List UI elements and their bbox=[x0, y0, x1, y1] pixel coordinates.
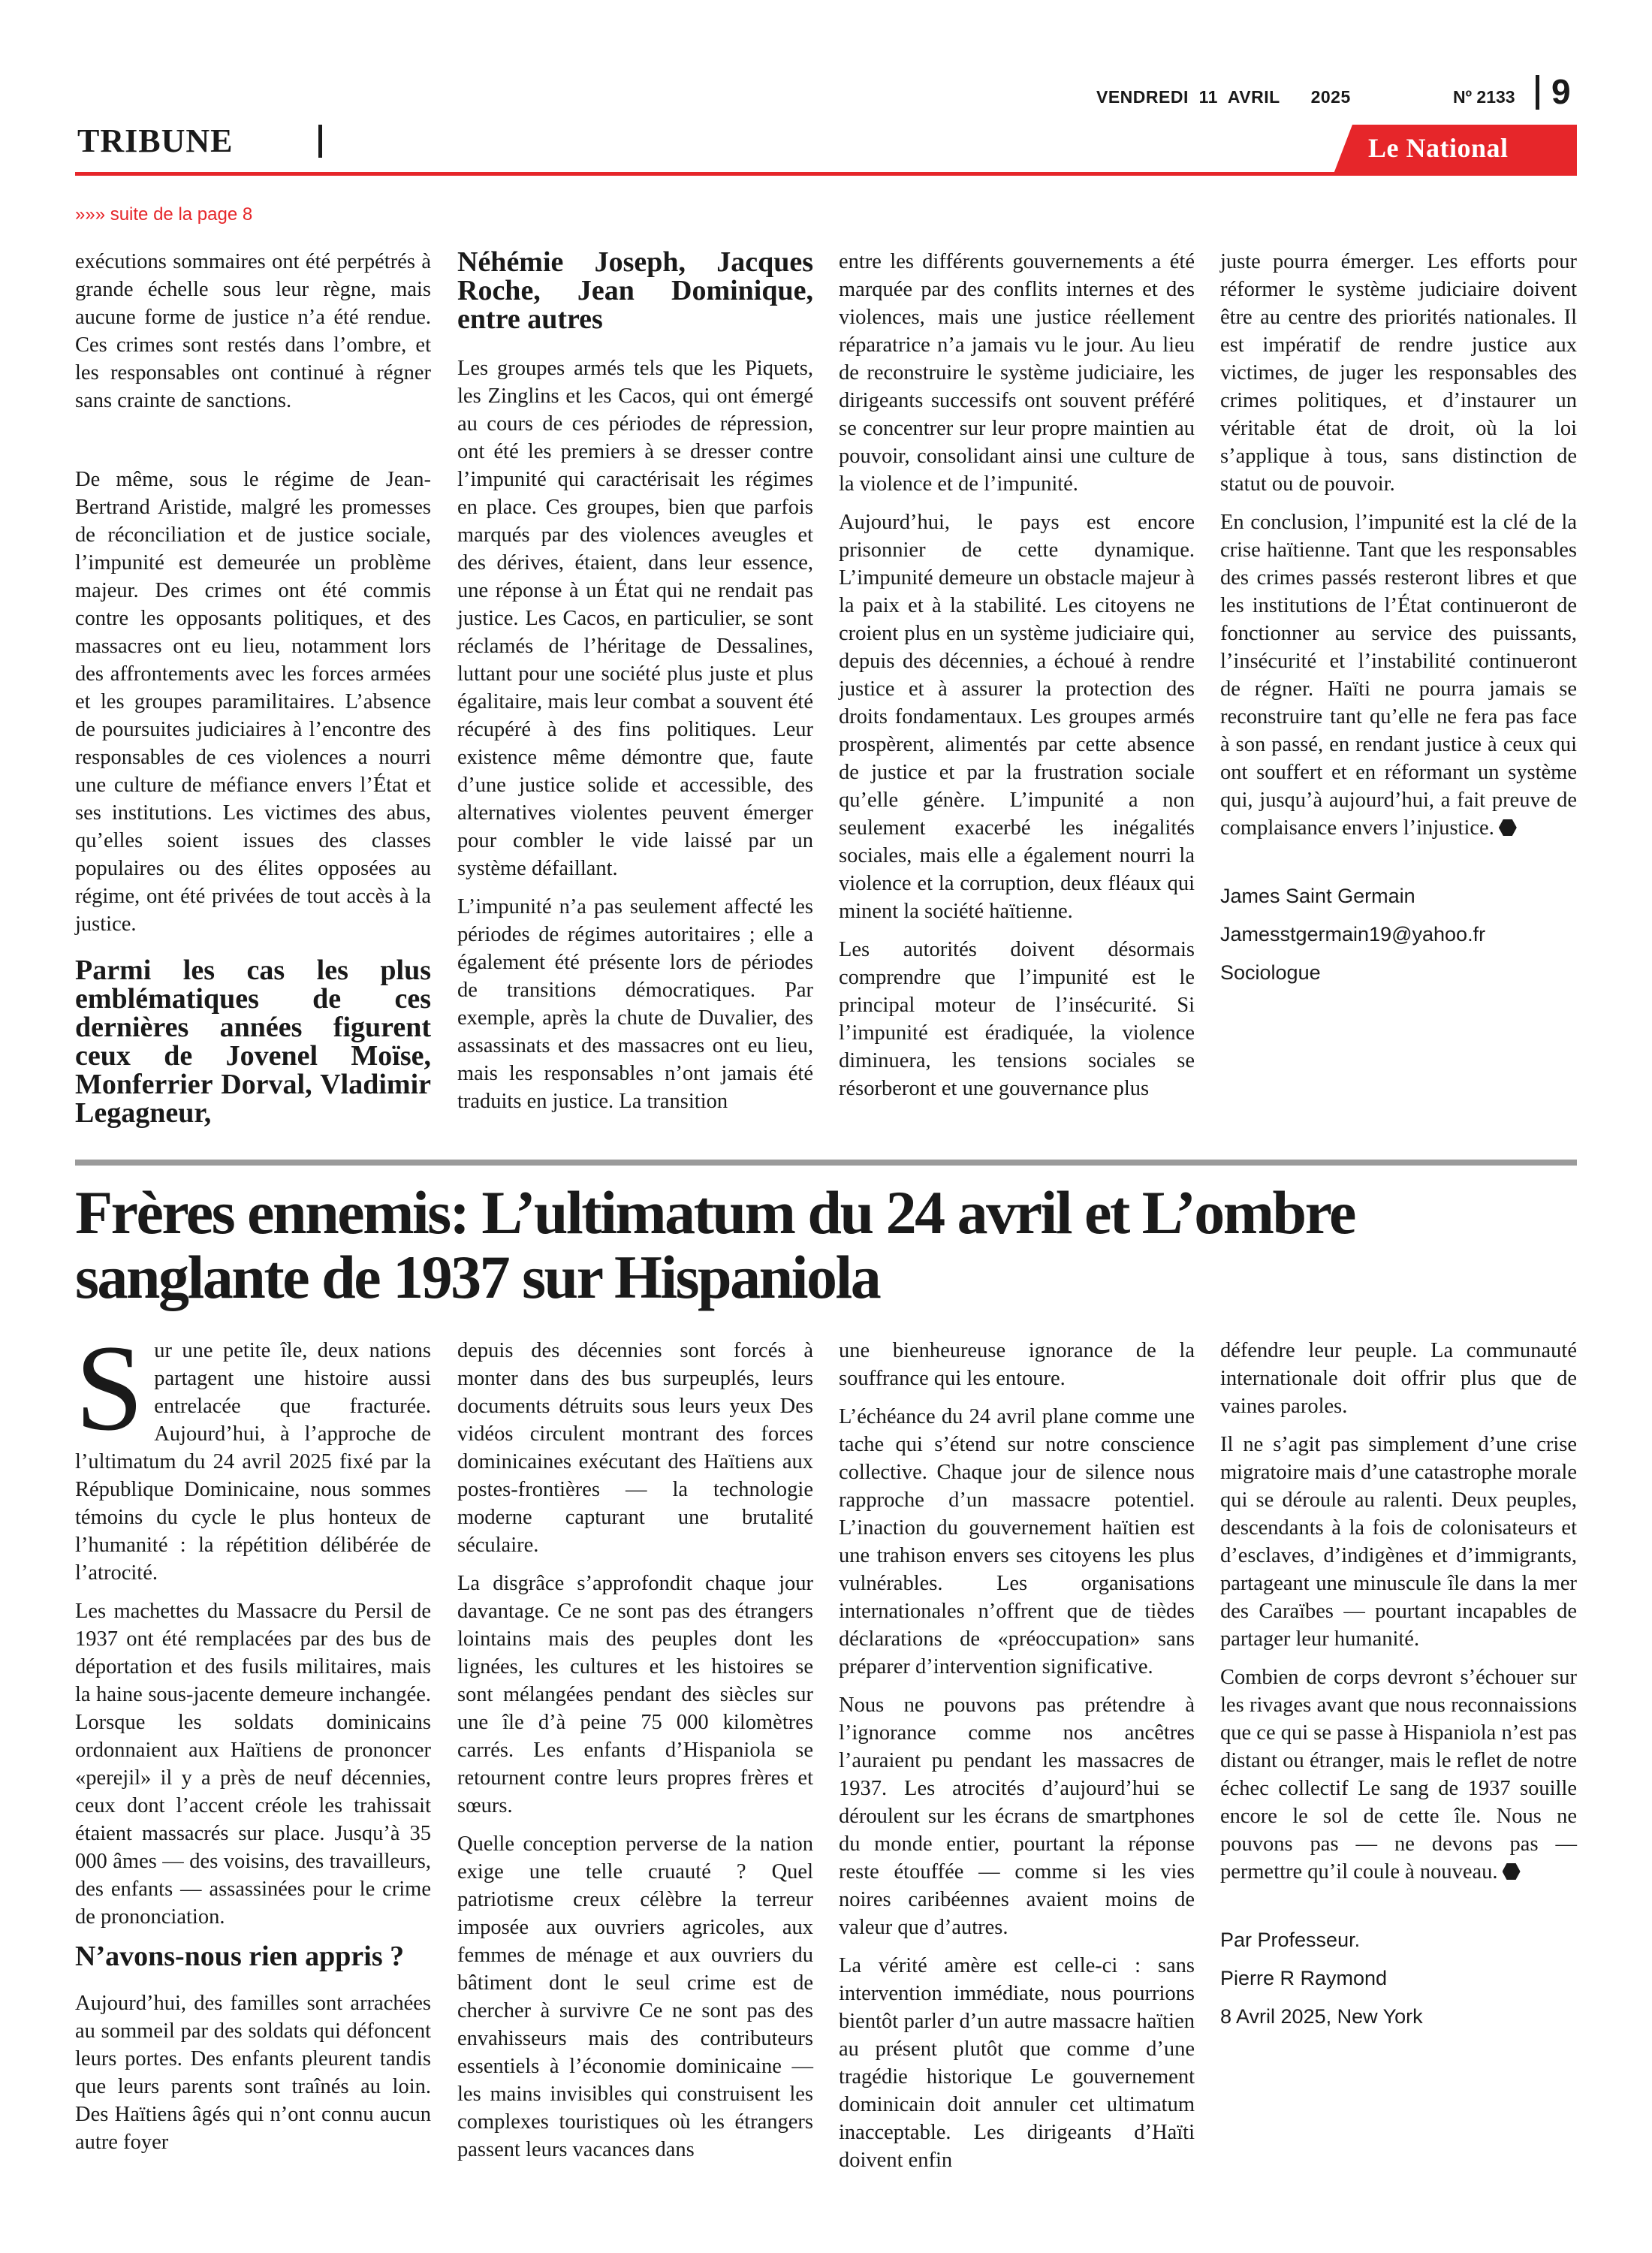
drop-cap: S bbox=[75, 1320, 144, 1456]
end-mark-icon bbox=[1499, 819, 1517, 836]
section-title: TRIBUNE bbox=[77, 122, 234, 159]
paragraph: Les autorités doivent désormais comprendre que l’impunité est le principal moteur de l’insécurité. Si l’impunité est éradiquée, la violence diminuera, les tensions sociales se résorberont et une gouvernance plus bbox=[839, 938, 1195, 1100]
article1-column-2 bbox=[457, 248, 813, 1126]
author-byline: Par Professeur. bbox=[1220, 1929, 1361, 1951]
end-mark-icon bbox=[1503, 1863, 1521, 1880]
paragraph: Les groupes armés tels que les Piquets, les Zinglins et les Cacos, qui ont émergé au cours de ces périodes de répression, ont été les premiers à se dresser contre l’impunité qui caractérisait les régimes en place. Ces groupes, bien que parfois marqués par des violences aveugles et des dérives, étaient, dans leur essence, une réponse à un État qui ne rendait pas justice. Les Cacos, en particulier, se sont réclamés de l’héritage de Dessalines, luttant pour une société plus juste et plus égalitaire, mais leur combat a souvent été récupéré à des fins politiques. Leur existence même démontre que, faute d’une justice solide et accessible, des alternatives violentes peuvent émerger pour combler le vide laissé par un système défaillant. bbox=[457, 357, 813, 880]
article2-column-2 bbox=[457, 1337, 813, 2174]
paragraph: entre les différents gouvernements a été marquée par des conflits internes et des violences, mais une justice réellement réparatrice n’a jamais vu le jour. Au lieu de reconstruire le système judiciaire, les dirigeants successifs ont souvent préféré se concentrer sur leur propre maintien au pouvoir, consolidant ainsi une culture de la violence et de l’impunité. bbox=[839, 250, 1195, 496]
paragraph bbox=[1220, 1663, 1577, 1886]
article-divider bbox=[75, 1160, 1577, 1166]
article1-column-1 bbox=[75, 248, 431, 1142]
paragraph: une bienheureuse ignorance de la souffrance qui les entoure. bbox=[839, 1339, 1195, 1390]
newspaper-name: Le National bbox=[1368, 133, 1509, 163]
pull-quote-continued: Néhémie Joseph, Jacques Roche, Jean Dominique, entre autres bbox=[457, 246, 813, 335]
paragraph: Aujourd’hui, des familles sont arrachées au sommeil par des soldats qui défoncent leurs portes. Des enfants pleurent tandis que leurs parents sont traînés au loin. Des Haïtiens âgés qui n’ont connu aucun autre foyer bbox=[75, 1992, 431, 2154]
paragraph-text: En conclusion, l’impunité est la clé de la crise haïtienne. Tant que les responsables des crimes passés resteront libres et que les institutions de l’État continueront de fonctionner au service des puissants, l’insécurité et l’instabilité continueront de régner. Haïti ne pourra jamais se reconstruire tant qu’elle ne fera pas face à son passé, en rendant justice à ceux qui ont souffert et en réformant un système qui, jusqu’à aujourd’hui, a fait preuve de complaisance envers l’injustice. bbox=[1220, 511, 1577, 840]
article1-column-3 bbox=[839, 248, 1195, 1113]
continued-from-label: »»» suite de la page 8 bbox=[75, 204, 253, 225]
issue-number: Nº 2133 bbox=[1453, 87, 1515, 107]
paragraph: La vérité amère est celle-ci : sans intervention immédiate, nous pourrions bientôt parler d’un autre massacre haïtien au présent plutôt que comme d’une tragédie historique Le gouvernement dominicain doit annuler cet ultimatum inacceptable. Les dirigeants d’Haïti doivent enfin bbox=[839, 1954, 1195, 2172]
author-name: Pierre R Raymond bbox=[1220, 1967, 1388, 1989]
section-separator bbox=[318, 125, 322, 158]
paragraph bbox=[1220, 508, 1577, 842]
issue-date: VENDREDI 11 AVRIL 2025 bbox=[1096, 87, 1351, 107]
paragraph: L’impunité n’a pas seulement affecté les périodes de régimes autoritaires ; elle a également été présente lors de périodes de transitions démocratiques. Par exemple, après la chute de Duvalier, des assassinats et des massacres ont eu lieu, mais les responsables n’ont jamais été traduits en justice. La transition bbox=[457, 895, 813, 1113]
header-separator bbox=[1536, 75, 1539, 110]
author-role: Sociologue bbox=[1220, 961, 1321, 984]
pull-quote: Parmi les cas les plus emblématiques de ces dernières années figurent ceux de Jovenel Moïse, Monferrier Dorval, Vladimir Legagneur, bbox=[75, 955, 431, 1129]
paragraph: Quelle conception perverse de la nation exige une telle cruauté ? Quel patriotisme creux célèbre la terreur imposée aux ouvriers agricoles, aux femmes de ménage et aux ouvriers du bâtiment dont le seul crime est de chercher à survivre Ce ne sont pas des envahisseurs mais des contributeurs essentiels à l’économie dominicaine — les mains invisibles qui construisent les complexes touristiques où les étrangers passent leurs vacances dans bbox=[457, 1832, 813, 2161]
paragraph: L’échéance du 24 avril plane comme une tache qui s’étend sur notre conscience collective. Chaque jour de silence nous rapproche d’un massacre potentiel. L’inaction du gouvernement haïtien est une trahison envers ses citoyens les plus vulnérables. Les organisations internationales n’offrent que de tièdes déclarations de «préoccupation» sans préparer d’intervention significative. bbox=[839, 1405, 1195, 1678]
paragraph: La disgrâce s’approfondit chaque jour davantage. Ce ne sont pas des étrangers lointains mais des peuples dont les lignées, les cultures et les histoires se sont mélangées pendant des siècles sur une île d’à peine 75 000 kilomètres carrés. Les enfants d’Hispaniola se retournent contre leurs propres frères et sœurs. bbox=[457, 1572, 813, 1817]
paragraph bbox=[75, 1320, 431, 1587]
author-name: James Saint Germain bbox=[1220, 885, 1415, 907]
paragraph: De même, sous le régime de Jean-Bertrand Aristide, malgré les promesses de réconciliation et de justice sociale, l’impunité est demeurée un problème majeur. Des crimes ont été commis contre les opposants politiques, et des massacres ont eu lieu, notamment lors des affrontements avec les forces armées et les groupes paramilitaires. L’absence de poursuites judiciaires à l’encontre des responsables de ces violences a nourri une culture de méfiance envers l’État et ses institutions. Les victimes des abus, qu’elles soient issues des classes populaires ou des élites opposées au régime, ont été privées de tout accès à la justice. bbox=[75, 468, 431, 936]
author-dateline: 8 Avril 2025, New York bbox=[1220, 2005, 1423, 2028]
paragraph-text: ur une petite île, deux nations partagent une histoire aussi entrelacée que fracturée. Aujourd’hui, à l’approche de l’ultimatum du 24 avril 2025 fixé par la République Dominicaine, nous sommes témoins du cycle le plus honteux de l’humanité : la répétition délibérée de l’atrocité. bbox=[75, 1339, 431, 1585]
paragraph-text: Combien de corps devront s’échouer sur les rivages avant que nous reconnaissions que ce qui se passe à Hispaniola n’est pas distant ou étranger, mais le reflet de notre échec collectif Le sang de 1937 souille encore le sol de cette île. Nous ne pouvons pas — ne devons pas — permettre qu’il coule à nouveau. bbox=[1220, 1666, 1577, 1884]
author-email: Jamesstgermain19@yahoo.fr bbox=[1220, 923, 1486, 946]
paragraph: Nous ne pouvons pas prétendre à l’ignorance comme nos ancêtres l’auraient pu pendant les massacres de 1937. Les atrocités d’aujourd’hui se déroulent sur les écrans de smartphones du monde entier, pourtant la réponse reste étouffée — comme si les vies noires caribéennes avaient moins de valeur que d’autres. bbox=[839, 1694, 1195, 1939]
paragraph: Aujourd’hui, le pays est encore prisonnier de cette dynamique. L’impunité demeure un obstacle majeur à la paix et à la stabilité. Les citoyens ne croient plus en un système judiciaire qui, depuis des décennies, a échoué à rendre justice et à assurer la protection des droits fondamentaux. Les groupes armés prospèrent, alimentés par cette absence de justice et par la frustration sociale qu’elle génère. L’impunité a non seulement exacerbé les inégalités sociales, mais elle a également nourri la violence et la corruption, deux fléaux qui minent la société haïtienne. bbox=[839, 511, 1195, 923]
paragraph: exécutions sommaires ont été perpétrés à grande échelle sous leur règne, mais aucune forme de justice n’a été rendue. Ces crimes sont restés dans l’ombre, et les responsables ont continué à régner sans crainte de sanctions. bbox=[75, 250, 431, 412]
article-headline: Frères ennemis: L’ultimatum du 24 avril et L’ombre sanglante de 1937 sur Hispaniola bbox=[75, 1178, 1355, 1311]
article2-column-4 bbox=[1220, 1337, 1577, 2041]
article1-column-4 bbox=[1220, 248, 1577, 997]
paragraph: Les machettes du Massacre du Persil de 1937 ont été remplacées par des bus de déportation et des fusils militaires, mais la haine sous-jacente demeure inchangée. Lorsque les soldats dominicains ordonnaient aux Haïtiens de prononcer «perejil» il y a près de neuf décennies, ceux dont l’accent créole les trahissait étaient massacrés sur place. Jusqu’à 35 000 âmes — des voisins, des travailleurs, des enfants — assassinées pour le crime de prononciation. bbox=[75, 1600, 431, 1929]
subheading: N’avons-nous rien appris ? bbox=[75, 1941, 405, 1972]
page-number: 9 bbox=[1551, 72, 1571, 111]
paragraph: juste pourra émerger. Les efforts pour réformer le système judiciaire doivent être au centre des priorités nationales. Il est impératif de rendre justice aux victimes, de juger les responsables des crimes politiques, et d’instaurer un véritable état de droit, où la loi s’applique à tous, sans distinction de statut ou de pouvoir. bbox=[1220, 250, 1577, 496]
paragraph: Il ne s’agit pas simplement d’une crise migratoire mais d’une catastrophe morale qui se déroule au ralenti. Deux peuples, descendants à la fois de colonisateurs et d’esclaves, d’indigènes et d’immigrants, partageant une minuscule île dans la mer des Caraïbes — pourtant incapables de partager leur humanité. bbox=[1220, 1433, 1577, 1651]
header-rule bbox=[75, 172, 1577, 176]
article2-column-3 bbox=[839, 1337, 1195, 2185]
paragraph: depuis des décennies sont forcés à monter dans des bus surpeuplés, leurs documents détruits sous leurs yeux Des vidéos circulent montrant des forces dominicaines exécutant des Haïtiens aux postes-frontières — la technologie moderne capturant une brutalité séculaire. bbox=[457, 1339, 813, 1557]
paragraph: défendre leur peuple. La communauté internationale doit offrir plus que de vaines paroles. bbox=[1220, 1339, 1577, 1418]
article2-column-1 bbox=[75, 1320, 431, 2167]
